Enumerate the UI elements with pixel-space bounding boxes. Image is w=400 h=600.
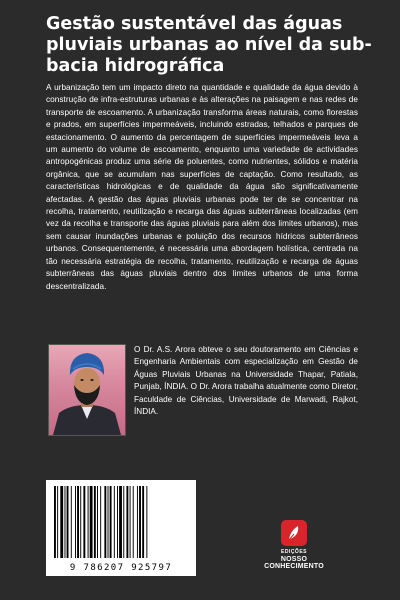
publisher-name: NOSSO CONHECIMENTO	[264, 556, 324, 570]
author-photo	[48, 344, 126, 436]
publisher-logo-block	[252, 520, 336, 570]
book-title: Gestão sustentável das águas pluviais urbanas ao nível da sub-bacia hidrográfica	[46, 14, 372, 76]
author-bio: O Dr. A.S. Arora obteve o seu doutoramento em Ciências e Engenharia Ambientais com especialização em Gestão de Águas Pluviais Urbanas na Universidade Thapar, Patiala, Punjab, ÍNDIA. O Dr. Arora trabalha atualmente como Diretor, Faculdade de Ciências, Universidade de Marwadi, Rajkot, ÍNDIA.	[134, 345, 358, 417]
isbn-number: 9 786207 925797	[69, 563, 173, 573]
book-description: A urbanização tem um impacto direto na quantidade e qualidade da água devido à construção de infra-estruturas urbanas e às alterações na paisagem e nas redes de transporte de escoamento. A urbanização transforma áreas naturais, como florestas e prados, em superfícies impermeáveis, incluindo estradas, telhados e parques de estacionamento. O aumento da percentagem de superfícies impermeáveis leva a um aumento do volume de escoamento, enquanto uma variedade de actividades antropogénicas produz uma série de poluentes, como nutrientes, sólidos e matéria orgânica, que se acumulam nas superfícies de captação. Como resultado, as características hidrológicas e de qualidade da água são significativamente afectadas. A gestão das águas pluviais urbanas pode ter de se concentrar na recolha, tratamento, reutilização e recarga das águas subterrâneas localizadas (em vez da recolha e transporte das águas pluviais para além dos limites urbanos), mas sem causar inundações urbanas e poluição dos recursos hídricos subterrâneos urbanos. Consequentemente, é necessária uma abordagem holística, centrada na tão necessária estratégia de recolha, tratamento, reutilização e recarga de águas subterrâneas das águas pluviais dentro dos limites urbanos de uma forma descentralizada.	[46, 83, 358, 291]
publisher-label-small: EDIÇÕES	[280, 549, 307, 555]
barcode-bars	[52, 486, 190, 562]
isbn-barcode	[46, 480, 196, 576]
quill-feather-icon	[281, 520, 307, 546]
